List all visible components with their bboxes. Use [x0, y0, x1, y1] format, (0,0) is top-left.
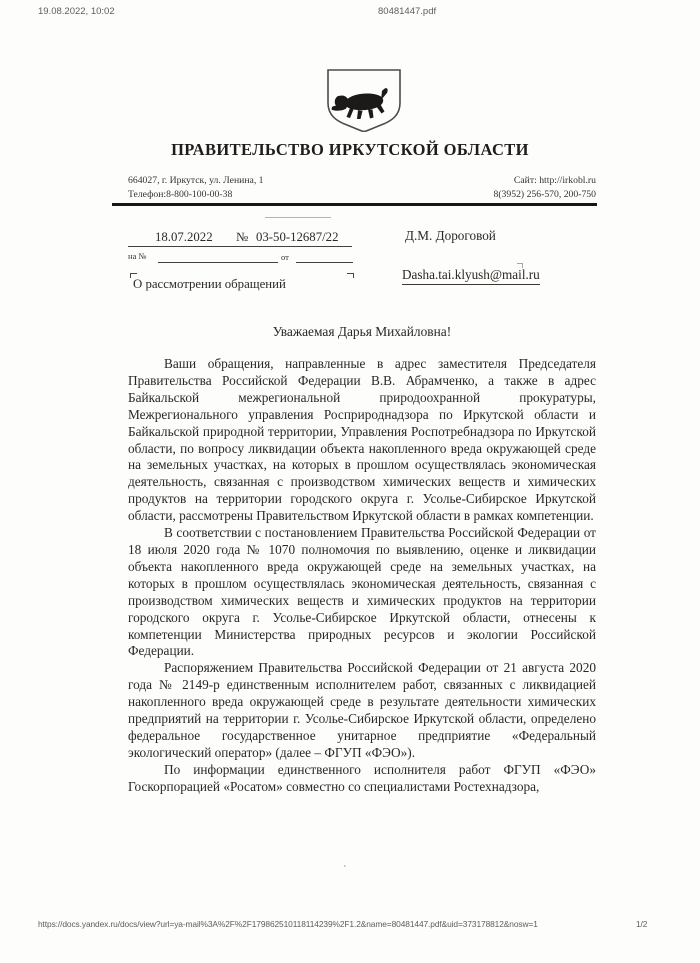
reference-number-blank — [158, 262, 278, 263]
letterhead-address-block — [128, 174, 264, 202]
letterhead-phone: Телефон:8-800-100-00-38 — [128, 188, 233, 200]
body-paragraph-2: В соответствии с постановлением Правительства Российской Федерации от 18 июля 2020 года № 1070 полномочия по выявлению, оценке и ликвидации объекта накопленного вреда окружающей среде на земельных участках, на которых в прошлом осуществлялась экономическая деятельность, связанная с производством химических веществ и химических продуктов на территории городского округа г. Усолье-Сибирское Иркутской области, отнесены к компетенции Министерства природных ресурсов и экологии Российской Федерации. — [128, 525, 596, 659]
recipient-name: Д.М. Дороговой — [405, 228, 496, 243]
body-paragraph-1: Ваши обращения, направленные в адрес заместителя Председателя Правительства Российской Федерации В.В. Абрамченко, а также в адрес Байкальской межрегиональной природоохранной прокуратуры, Межрегионального управления Росприроднадзора по Иркутской области и Байкальской природной территории, Управления Роспотребнадзора по Иркутской области, по вопросу ликвидации объекта накопленного вреда окружающей среде на земельных участках, на которых в прошлом осуществлялась экономическая деятельность, связанная с производством химических веществ и химических продуктов на территории городского округа г. Усолье-Сибирское Иркутской области, рассмотрены Правительством Иркутской области в рамках компетенции. — [128, 356, 596, 524]
print-header-datetime: 19.08.2022, 10:02 — [38, 6, 115, 17]
letterhead-contact-block — [493, 174, 596, 202]
recipient-email: Dasha.tai.klyush@mail.ru — [402, 267, 540, 285]
document-number-underline — [128, 246, 352, 247]
scan-artifact-line — [265, 217, 331, 218]
organization-name: ПРАВИТЕЛЬСТВО ИРКУТСКОЙ ОБЛАСТИ — [171, 140, 529, 159]
letter-body — [128, 356, 596, 796]
body-paragraph-4: По информации единственного исполнителя работ ФГУП «ФЭО» Госкорпорацией «Росатом» совместно со специалистами Ростехнадзора, — [128, 761, 596, 794]
letterhead-divider-rule — [112, 203, 597, 206]
reference-date-label: от — [281, 252, 289, 262]
print-footer-url: https://docs.yandex.ru/docs/view?url=ya-mail%3A%2F%2F179862510118114239%2F1.2&name=80481447.pdf&uid=373178812&nosw=1 — [38, 919, 538, 929]
document-number: 03-50-12687/22 — [256, 230, 339, 244]
reference-date-blank — [296, 262, 353, 263]
subject-line: О рассмотрении обращений — [133, 277, 286, 291]
coat-of-arms-icon — [320, 67, 408, 137]
subject-frame-corner-right — [347, 273, 354, 278]
scan-artifact-mark: ` — [343, 864, 347, 876]
document-date: 18.07.2022 — [155, 230, 213, 244]
letterhead-website: Сайт: http://irkobl.ru — [513, 175, 596, 186]
body-paragraph-3: Распоряжением Правительства Российской Федерации от 21 августа 2020 года № 2149-р единственным исполнителем работ, связанных с ликвидацией накопленного вреда окружающей среде в результате деятельности химических предприятий на территории г. Усолье-Сибирское Иркутской области, определено федеральное государственное унитарное предприятие «Федеральный экологический оператор» (далее – ФГУП «ФЭО»). — [128, 660, 596, 760]
print-footer-page-indicator: 1/2 — [636, 919, 648, 929]
number-sign: № — [236, 230, 249, 244]
salutation: Уважаемая Дарья Михайловна! — [272, 324, 452, 339]
reference-number-label: на № — [128, 251, 147, 261]
print-header-filename: 80481447.pdf — [378, 6, 437, 17]
letterhead-postal-address: 664027, г. Иркутск, ул. Ленина, 1 — [128, 175, 264, 186]
letterhead-phones-secondary: 8(3952) 256-570, 200-750 — [493, 188, 596, 200]
